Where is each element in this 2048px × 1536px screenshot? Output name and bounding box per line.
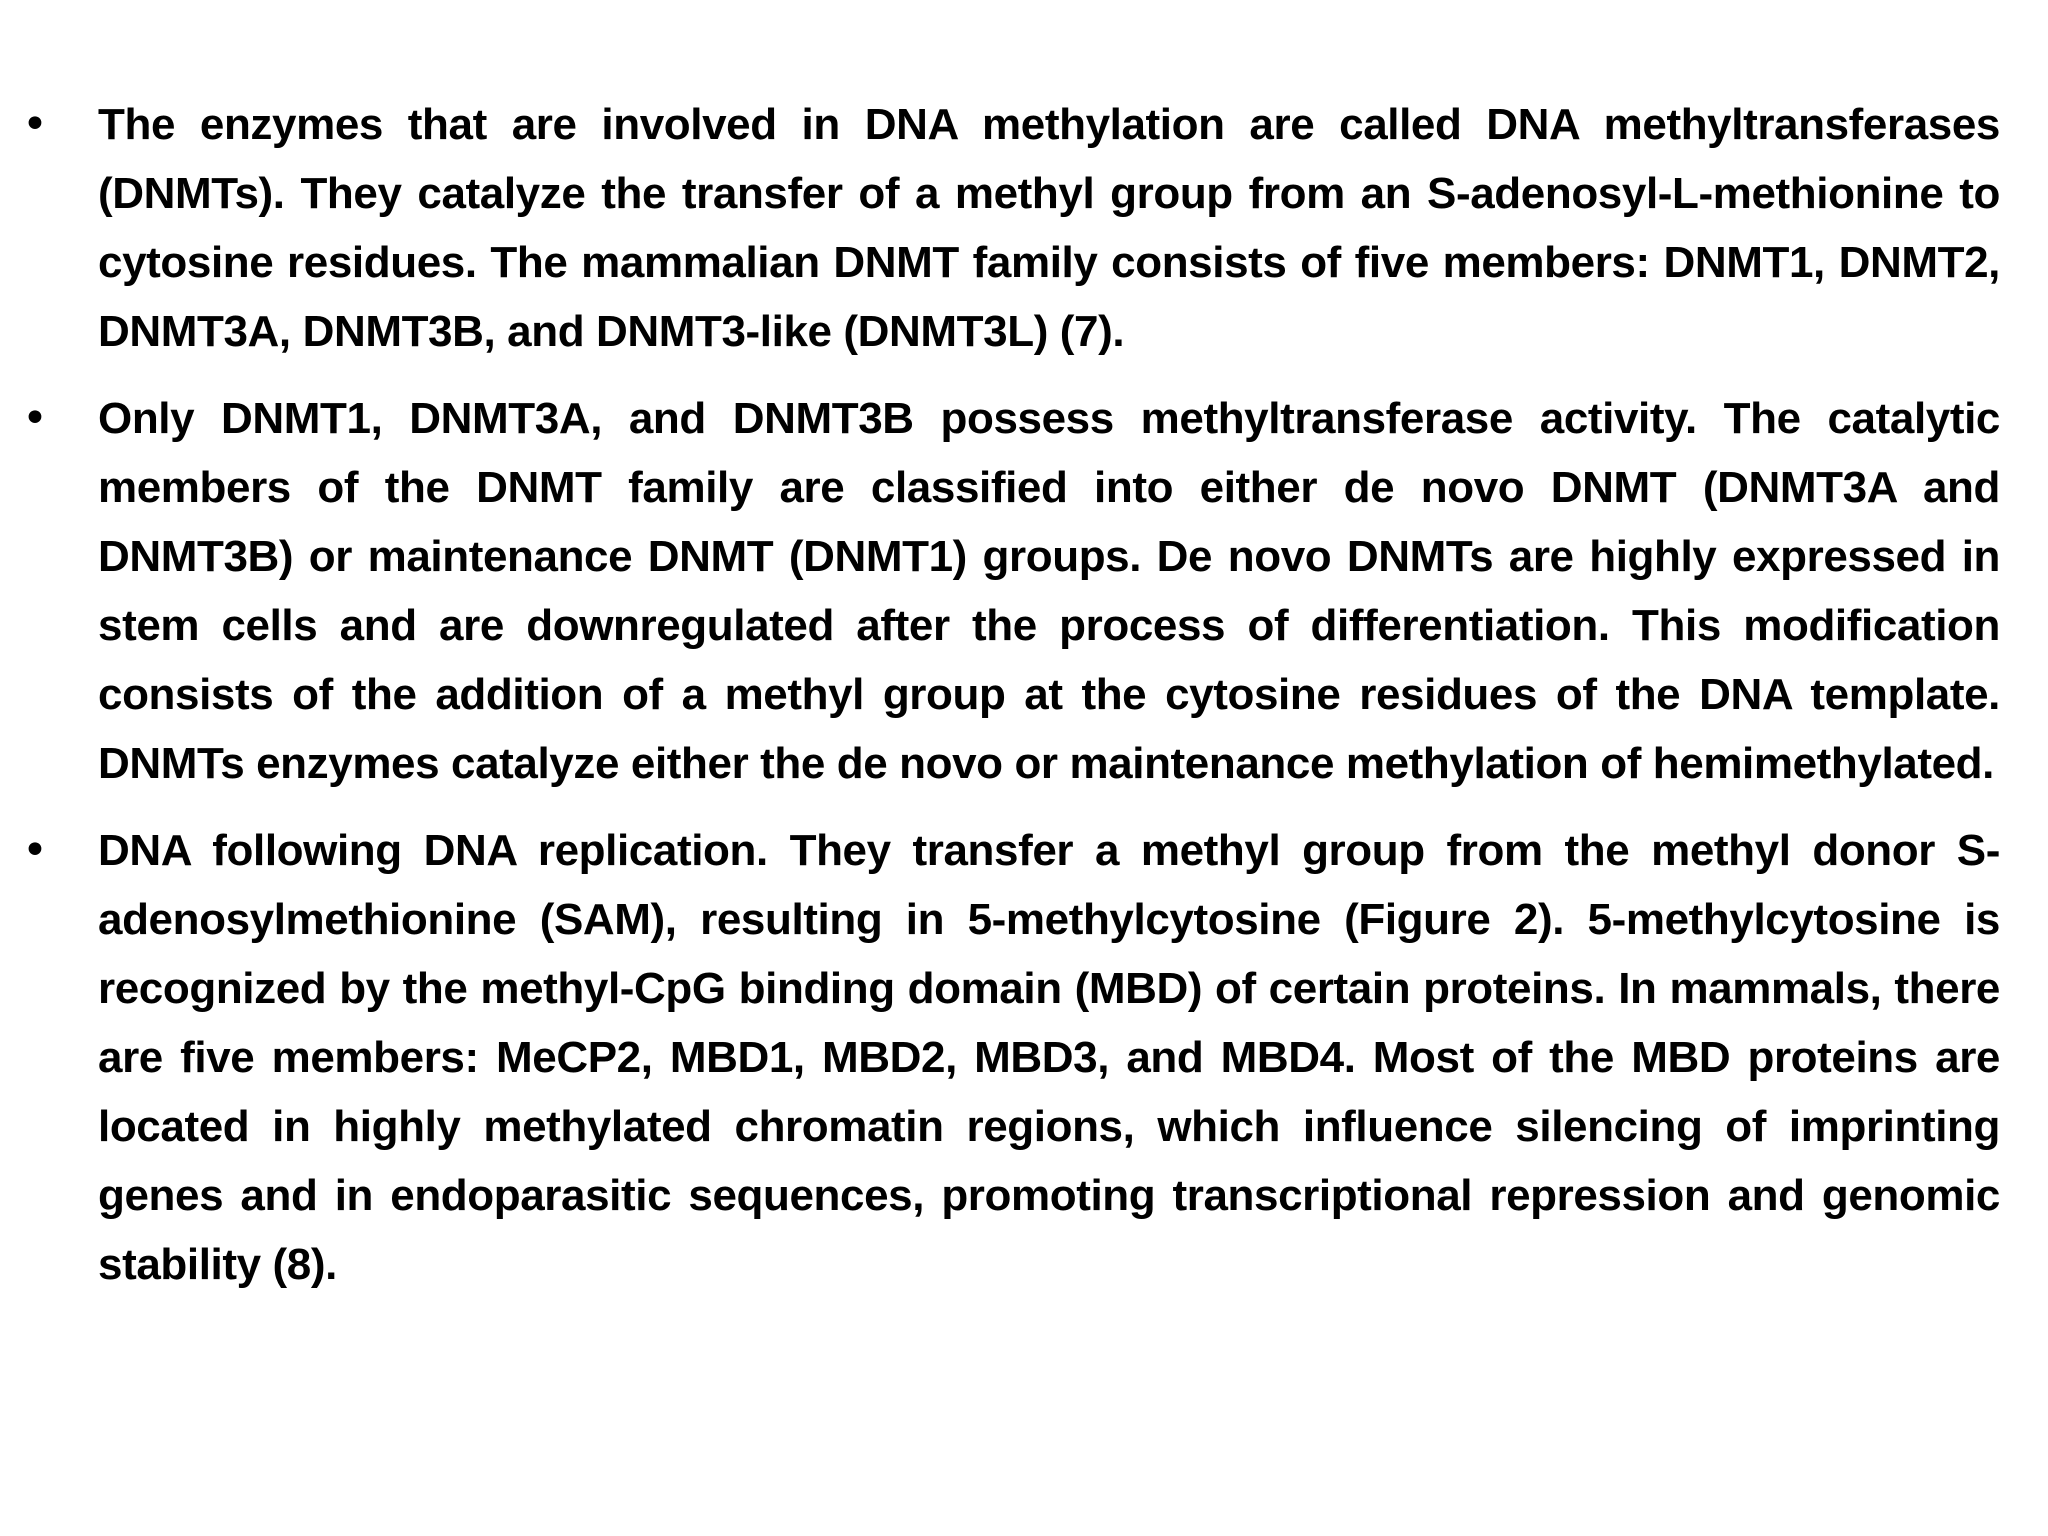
bullet-point-icon: •	[22, 99, 48, 150]
bullet-text: The enzymes that are involved in DNA methylation are called DNA methyltransferases (DNMTs). They catalyze the transfer of a methyl group from an S-adenosyl-L-methionine to cytosine residues. The mammalian DNMT family consists of five members: DNMT1, DNMT2, DNMT3A, DNMT3B, and DNMT3-like (DNMT3L) (7).	[98, 100, 2000, 356]
bullet-item-mbd-proteins	[22, 816, 2000, 1299]
bullet-item-catalytic-members	[22, 384, 2000, 798]
bullet-list	[22, 90, 2000, 1317]
bullet-item-dna-methyltransferases	[22, 90, 2000, 366]
bullet-text: Only DNMT1, DNMT3A, and DNMT3B possess methyltransferase activity. The catalytic members of the DNMT family are classified into either de novo DNMT (DNMT3A and DNMT3B) or maintenance DNMT (DNMT1) groups. De novo DNMTs are highly expressed in stem cells and are downregulated after the process of differentiation. This modification consists of the addition of a methyl group at the cytosine residues of the DNA template. DNMTs enzymes catalyze either the de novo or maintenance methylation of hemimethylated.	[98, 394, 2000, 788]
bullet-point-icon: •	[22, 393, 48, 444]
bullet-point-icon: •	[22, 825, 48, 876]
bullet-text: DNA following DNA replication. They transfer a methyl group from the methyl donor S-adenosylmethionine (SAM), resulting in 5-methylcytosine (Figure 2). 5-methylcytosine is recognized by the methyl-CpG binding domain (MBD) of certain proteins. In mammals, there are five members: MeCP2, MBD1, MBD2, MBD3, and MBD4. Most of the MBD proteins are located in highly methylated chromatin regions, which influence silencing of imprinting genes and in endoparasitic sequences, promoting transcriptional repression and genomic stability (8).	[98, 826, 2000, 1289]
